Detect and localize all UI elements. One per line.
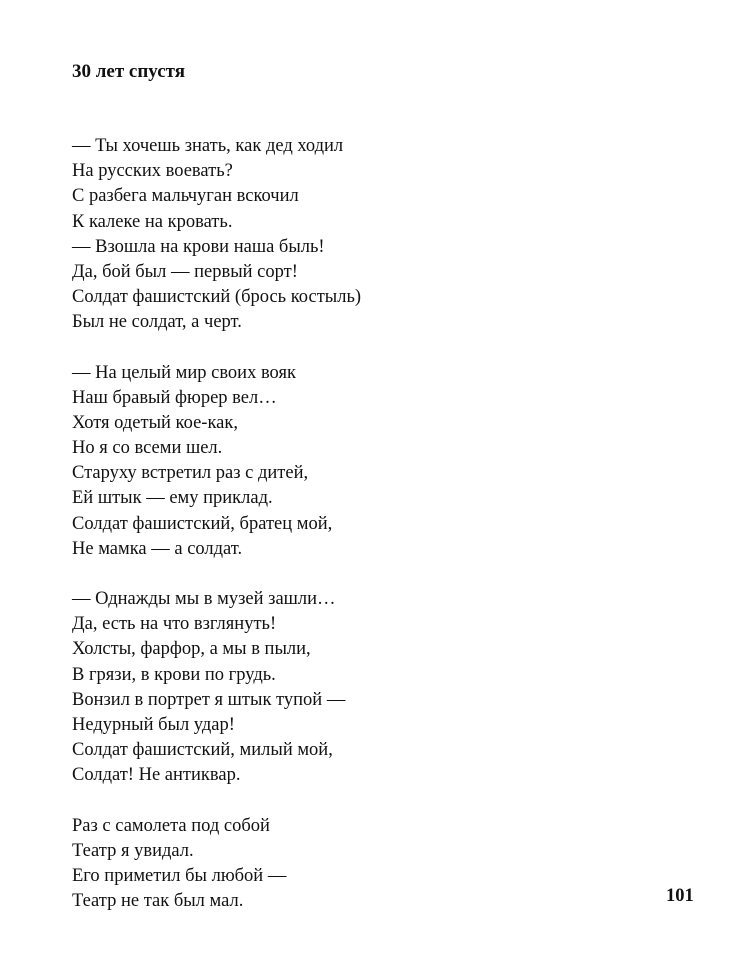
- poem-line: Театр не так был мал.: [72, 891, 244, 912]
- poem-line: С разбега мальчуган вскочил: [72, 186, 299, 207]
- poem-line: В грязи, в крови по грудь.: [72, 664, 276, 685]
- poem-line: Театр я увидал.: [72, 840, 194, 861]
- poem-line: На русских воевать?: [72, 161, 233, 182]
- poem-line: Не мамка — а солдат.: [72, 538, 243, 559]
- poem-line: К калеке на кровать.: [72, 211, 233, 232]
- poem-body: [72, 134, 632, 939]
- poem-line: — Ты хочешь знать, как дед ходил: [72, 136, 344, 156]
- stanza-1: [72, 134, 632, 336]
- poem-line: — На целый мир своих вояк: [72, 362, 296, 383]
- poem-line: Был не солдат, а черт.: [72, 312, 242, 333]
- poem-line: Ей штык — ему приклад.: [72, 488, 273, 509]
- poem-line: Солдат! Не антиквар.: [72, 765, 241, 786]
- poem-line: Солдат фашистский (брось костыль): [72, 287, 362, 308]
- poem-line: Солдат фашистский, милый мой,: [72, 740, 333, 761]
- poem-line: Вонзил в портрет я штык тупой —: [72, 689, 346, 710]
- stanza-2: [72, 361, 632, 563]
- page-number: 101: [666, 886, 694, 906]
- poem-line: Холсты, фарфор, а мы в пыли,: [72, 639, 311, 660]
- poem-line: Наш бравый фюрер вел…: [72, 387, 277, 408]
- stanza-3: [72, 587, 632, 789]
- poem-line: Солдат фашистский, братец мой,: [72, 513, 333, 534]
- poem-line: Старуху встретил раз с дитей,: [72, 463, 309, 484]
- poem-title: 30 лет спустя: [72, 61, 186, 82]
- poem-line: Хотя одетый кое-как,: [72, 412, 238, 433]
- poem-line: Раз с самолета под собой: [72, 815, 270, 836]
- poem-line: Да, есть на что взглянуть!: [72, 614, 277, 635]
- poem-line: Да, бой был — первый сорт!: [72, 261, 298, 282]
- poem-line: Его приметил бы любой —: [72, 865, 287, 886]
- poem-line: Но я со всеми шел.: [72, 438, 223, 459]
- stanza-4: [72, 814, 632, 915]
- poem-line: — Однажды мы в музей зашли…: [72, 589, 336, 609]
- poem-line: — Взошла на крови наша быль!: [72, 236, 325, 257]
- poem-line: Недурный был удар!: [72, 714, 235, 735]
